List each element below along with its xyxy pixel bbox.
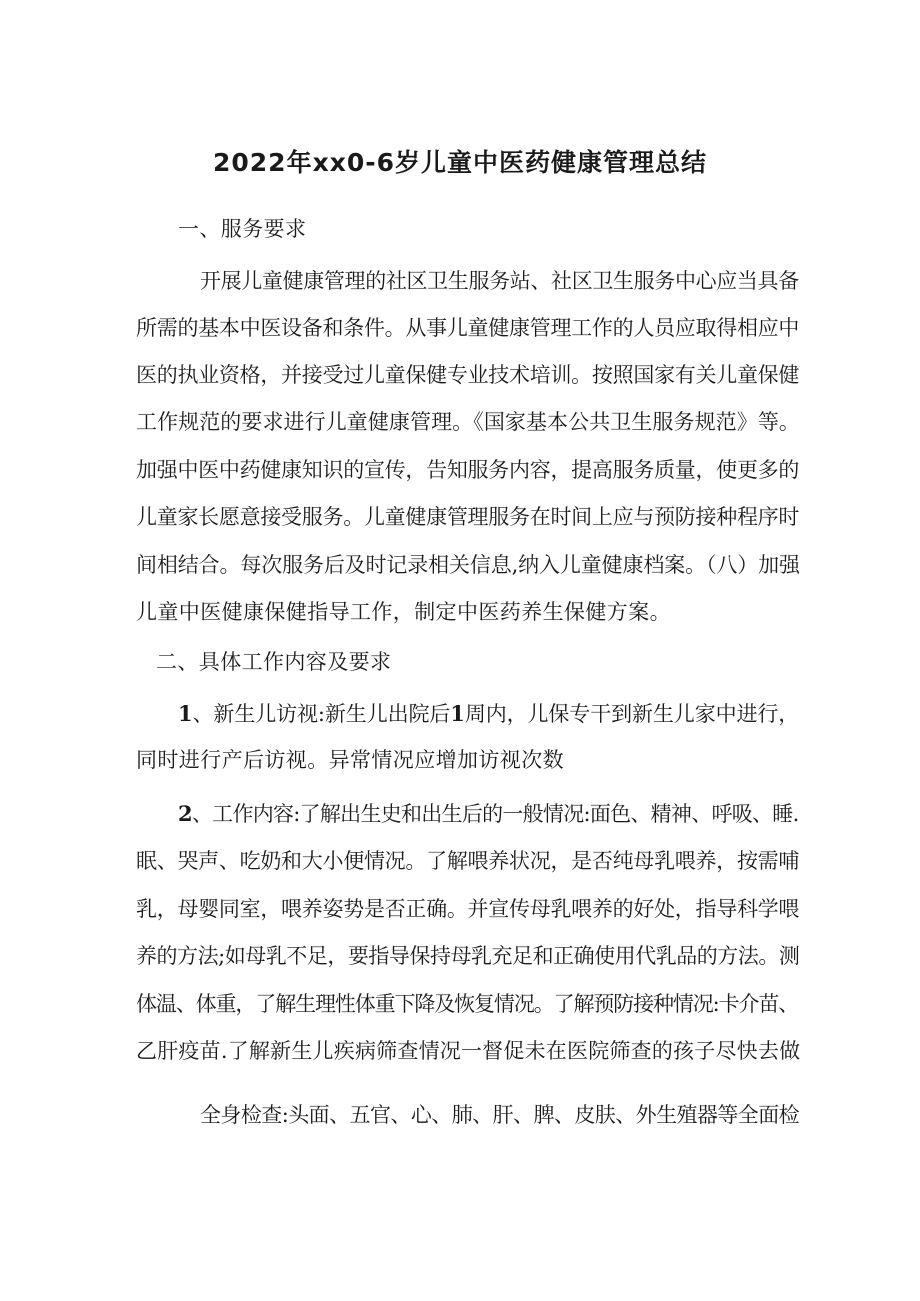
inline-number: 1 bbox=[450, 701, 465, 726]
paragraph-line: 乳，母婴同室，喂养姿势是否正确。并宣传母乳喂养的好处，指导科学喂 bbox=[136, 897, 800, 921]
item-text: 周内，儿保专干到新生儿家中进行， bbox=[464, 702, 800, 726]
paragraph-line: 开展儿童健康管理的社区卫生服务站、社区卫生服务中心应当具备 bbox=[200, 269, 799, 293]
paragraph-line: 工作规范的要求进行儿童健康管理。《国家基本公共卫生服务规范》等。 bbox=[136, 410, 800, 434]
paragraph-line: 医的执业资格，并接受过儿童保健专业技术培训。按照国家有关儿童保健 bbox=[136, 363, 800, 387]
paragraph-line: 所需的基本中医设备和条件。从事儿童健康管理工作的人员应取得相应中 bbox=[136, 316, 800, 340]
paragraph-line: 加强中医中药健康知识的宣传，告知服务内容，提高服务质量，使更多的 bbox=[136, 458, 800, 482]
paragraph-line: 儿童家长愿意接受服务。儿童健康管理服务在时间上应与预防接种程序时 bbox=[136, 505, 800, 529]
item-text: 、新生儿访视:新生儿出院后 bbox=[192, 702, 451, 726]
paragraph-line: 间相结合。每次服务后及时记录相关信息,纳入儿童健康档案。（八）加强 bbox=[136, 553, 800, 577]
paragraph-line: 同时进行产后访视。异常情况应增加访视次数 bbox=[136, 748, 564, 772]
item-text: 、工作内容:了解出生史和出生后的一般情况:面色、精神、呼吸、睡. bbox=[191, 802, 799, 826]
list-item-newborn-visit bbox=[178, 699, 799, 729]
section-heading-service-requirements: 一、服务要求 bbox=[178, 217, 307, 241]
paragraph-line: 乙肝疫苗.了解新生儿疾病筛查情况一督促未在医院筛查的孩子尽快去做 bbox=[136, 1039, 801, 1063]
document-title: 2022年xx0-6岁儿童中医药健康管理总结 bbox=[213, 148, 707, 177]
paragraph-line: 养的方法;如母乳不足，要指导保持母乳充足和正确使用代乳品的方法。测 bbox=[136, 944, 800, 968]
item-number: 2 bbox=[178, 801, 192, 826]
paragraph-line: 全身检查:头面、五官、心、肺、肝、脾、皮肤、外生殖器等全面检 bbox=[200, 1103, 800, 1127]
paragraph-line: 眠、哭声、吃奶和大小便情况。了解喂养状况，是否纯母乳喂养，按需哺 bbox=[136, 849, 800, 873]
paragraph-line: 儿童中医健康保健指导工作，制定中医药养生保健方案。 bbox=[136, 600, 671, 624]
item-number: 1 bbox=[178, 701, 193, 726]
list-item-work-content bbox=[178, 799, 799, 829]
paragraph-line: 体温、体重，了解生理性体重下降及恢复情况。了解预防接种情况:卡介苗、 bbox=[136, 992, 799, 1016]
section-heading-work-content: 二、具体工作内容及要求 bbox=[156, 650, 392, 674]
